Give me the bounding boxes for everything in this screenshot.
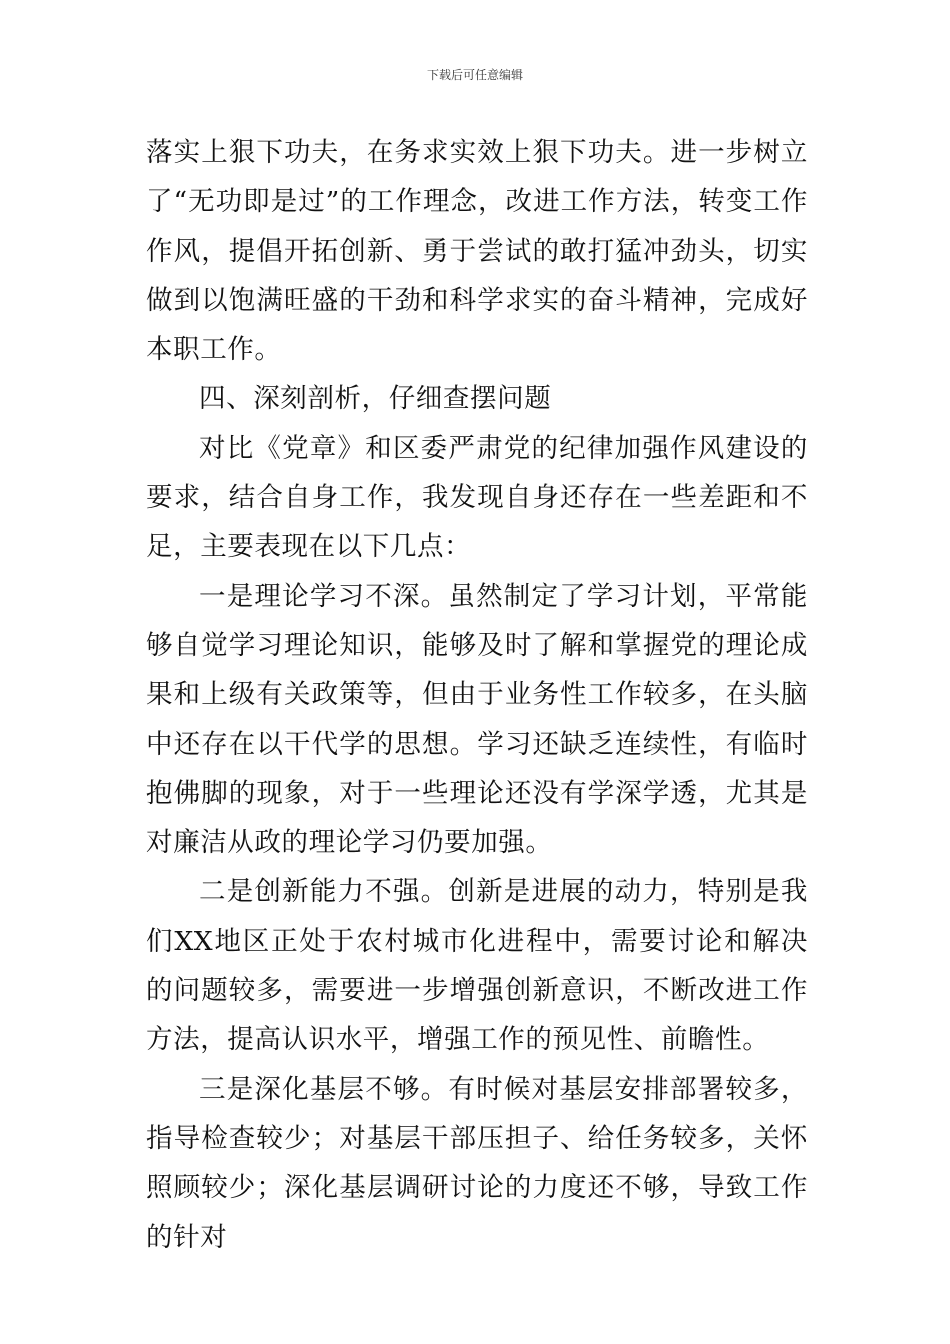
paragraph-continuation: 落实上狠下功夫，在务求实效上狠下功夫。进一步树立了“无功即是过”的工作理念，改进工作方法，转变工作作风，提倡开拓创新、勇于尝试的敢打猛冲劲头，切实做到以饱满旺盛的干劲和科学求实的奋斗精神，完成好本职工作。 (146, 137, 808, 366)
document-body (146, 128, 808, 1262)
paragraph-point-one: 一是理论学习不深。虽然制定了学习计划，平常能够自觉学习理论知识，能够及时了解和掌握党的理论成果和上级有关政策等，但由于业务性工作较多，在头脑中还存在以干代学的思想。学习还缺乏连续性，有临时抱佛脚的现象，对于一些理论还没有学深学透，尤其是对廉洁从政的理论学习仍要加强。 (146, 580, 808, 859)
paragraph-intro: 对比《党章》和区委严肃党的纪律加强作风建设的要求，结合自身工作，我发现自身还存在一些差距和不足，主要表现在以下几点： (146, 432, 808, 563)
paragraph-point-two: 二是创新能力不强。创新是进展的动力，特别是我们XX地区正处于农村城市化进程中，需要讨论和解决的问题较多，需要进一步增强创新意识，不断改进工作方法，提高认识水平，增强工作的预见性、前瞻性。 (146, 876, 808, 1056)
section-heading: 四、深刻剖析，仔细查摆问题 (199, 383, 552, 415)
page-header: 下载后可任意编辑 (426, 68, 523, 82)
paragraph-point-three: 三是深化基层不够。有时候对基层安排部署较多，指导检查较少；对基层干部压担子、给任务较多，关怀照顾较少；深化基层调研讨论的力度还不够，导致工作的针对 (146, 1073, 808, 1253)
